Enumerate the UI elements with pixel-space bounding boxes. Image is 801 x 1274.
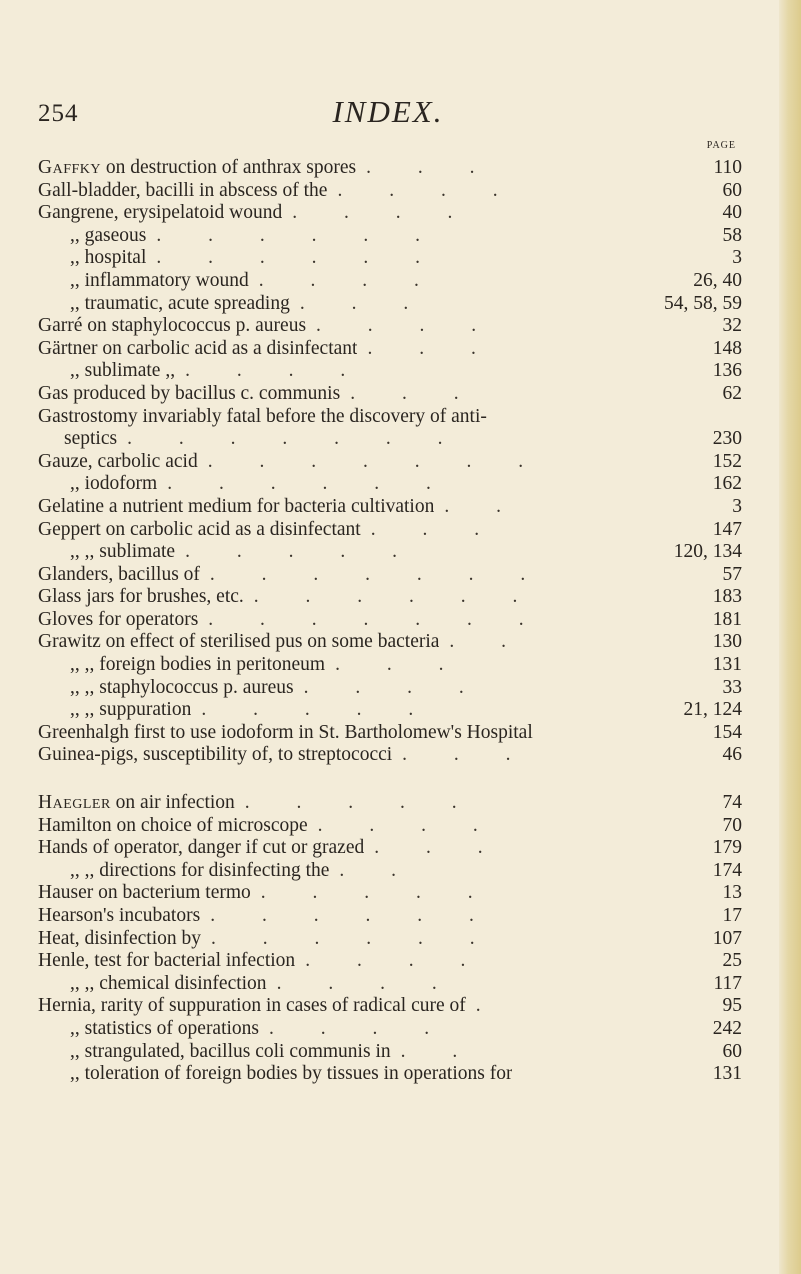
entry-text <box>38 338 357 361</box>
entry-page-ref: 60 <box>722 179 742 201</box>
entry-page-ref: 174 <box>712 859 742 881</box>
entry-text <box>38 860 329 883</box>
entry-page-ref: 131 <box>712 654 742 676</box>
entry-text <box>38 315 306 338</box>
index-entry <box>38 860 742 883</box>
entry-description: Gall-bladder, bacilli in abscess of the <box>38 179 328 201</box>
index-entry <box>38 950 742 973</box>
entry-page-ref: 57 <box>722 563 742 585</box>
entry-leader-dots: . . . . . . . <box>208 608 545 630</box>
entry-leader-dots: . . . . . . . <box>207 450 545 472</box>
index-entry <box>38 928 742 951</box>
entry-page-ref: 25 <box>722 950 742 972</box>
entry-description: Gas produced by bacillus c. communis <box>38 382 341 404</box>
entry-leader-dots: . . . <box>335 654 465 676</box>
entry-leader-dots: . . . . <box>269 1017 451 1039</box>
entry-description: ,, gaseous <box>70 224 147 246</box>
index-entry <box>38 360 742 383</box>
index-entry <box>38 586 742 609</box>
entry-page-ref: 17 <box>722 905 742 926</box>
entry-description: Guinea-pigs, susceptibility of, to streptococci <box>38 744 393 766</box>
entry-page-ref: 26, 40 <box>693 269 742 291</box>
entry-page-ref: 74 <box>722 792 742 814</box>
entry-page-ref: 120, 134 <box>673 541 742 563</box>
entry-page-ref: 70 <box>722 814 742 836</box>
entry-leader-dots: . . . . . . <box>210 905 495 926</box>
entry-leader-dots: . . <box>444 495 522 517</box>
entry-leader-dots: . . . <box>367 337 497 359</box>
index-entry <box>38 315 742 338</box>
index-entries <box>38 157 742 1086</box>
index-entry <box>38 792 742 815</box>
entry-leader-dots: . . . <box>402 744 532 766</box>
entry-description: Hands of operator, danger if cut or grazed <box>38 837 365 859</box>
entry-description: Hearson's incubators <box>38 905 201 926</box>
index-entry <box>38 247 742 270</box>
index-entry <box>38 1041 742 1064</box>
entry-page-ref: 147 <box>712 518 742 540</box>
entry-description: ,, inflammatory wound <box>70 269 249 291</box>
index-entry <box>38 406 742 429</box>
entry-text <box>38 950 295 973</box>
entry-text <box>38 995 466 1018</box>
entry-page-ref: 154 <box>712 721 742 743</box>
entry-leader-dots: . . . . <box>276 972 458 994</box>
page-column-label: PAGE <box>706 140 736 151</box>
entry-leader-dots: . . <box>339 859 418 881</box>
entry-leader-dots: . . . . <box>317 814 499 836</box>
entry-text <box>38 792 235 815</box>
entry-text <box>38 815 308 838</box>
entry-headword: Haegler <box>38 792 111 814</box>
page-edge <box>779 0 801 1274</box>
entry-text <box>38 586 244 609</box>
index-list <box>38 140 742 1086</box>
index-entry <box>38 995 742 1018</box>
entry-page-ref: 162 <box>712 473 742 495</box>
entry-leader-dots: . . . . . <box>201 699 435 721</box>
index-entry <box>38 157 742 180</box>
index-entry <box>38 815 742 838</box>
entry-description: Gauze, carbolic acid <box>38 450 198 472</box>
entry-page-ref: 131 <box>712 1063 742 1085</box>
entry-text <box>38 677 294 700</box>
entry-text <box>38 882 251 905</box>
entry-leader-dots: . . . . <box>258 269 440 291</box>
index-entry <box>38 1018 742 1041</box>
index-entry <box>38 180 742 203</box>
index-entry <box>38 428 742 451</box>
index-entry <box>38 905 742 928</box>
entry-page-ref: 21, 124 <box>683 699 742 721</box>
entry-description: ,, strangulated, bacillus coli communis in <box>70 1040 391 1062</box>
entry-text <box>38 360 175 383</box>
entry-text <box>38 496 434 519</box>
entry-page-ref: 181 <box>712 608 742 630</box>
entry-description: on air infection <box>110 792 235 814</box>
entry-leader-dots: . . . . <box>292 202 474 224</box>
section-gap <box>38 767 742 792</box>
index-entry <box>38 383 742 406</box>
entry-text <box>38 541 175 564</box>
entry-text <box>38 519 361 542</box>
entry-description: ,, sublimate ,, <box>70 360 176 382</box>
entry-leader-dots: . <box>475 995 502 1017</box>
entry-page-ref: 13 <box>722 882 742 904</box>
entry-text <box>38 1041 391 1064</box>
entry-page-ref: 60 <box>722 1040 742 1062</box>
entry-page-ref: 40 <box>722 202 742 224</box>
entry-description: on destruction of anthrax spores <box>101 157 357 178</box>
entry-description: ,, iodoform <box>70 473 158 495</box>
entry-description: ,, ,, chemical disinfection <box>70 972 267 994</box>
entry-page-ref: 183 <box>712 586 742 608</box>
entry-description: ,, ,, suppuration <box>70 699 192 721</box>
entry-leader-dots: . . . . <box>337 179 519 201</box>
entry-leader-dots: . . . <box>366 157 496 178</box>
index-entry <box>38 473 742 496</box>
entry-text <box>38 406 487 429</box>
entry-leader-dots: . . . . . . <box>156 247 441 269</box>
entry-description: ,, ,, staphylococcus p. aureus <box>70 676 294 698</box>
entry-leader-dots: . . . <box>370 518 501 540</box>
entry-leader-dots: . . . . . <box>244 792 478 814</box>
entry-leader-dots: . . . . . . . <box>127 428 464 450</box>
entry-leader-dots: . . . . . . . <box>209 563 547 585</box>
entry-description: ,, hospital <box>70 247 147 269</box>
entry-page-ref: 179 <box>712 837 742 859</box>
entry-leader-dots: . . . . <box>185 360 367 382</box>
entry-page-ref: 62 <box>722 382 742 404</box>
entry-page-ref: 32 <box>722 315 742 337</box>
entry-page-ref: 148 <box>712 337 742 359</box>
entry-page-ref: 230 <box>712 428 742 450</box>
entry-leader-dots: . . . . . <box>185 541 418 563</box>
entry-description: Gloves for operators <box>38 608 199 630</box>
entry-page-ref: 136 <box>712 360 742 382</box>
entry-text <box>38 180 327 203</box>
entry-description: Gelatine a nutrient medium for bacteria cultivation <box>38 495 435 517</box>
entry-description: Hamilton on choice of microscope <box>38 814 308 836</box>
entry-description: Geppert on carbolic acid as a disinfectant <box>38 518 361 540</box>
index-entry <box>38 202 742 225</box>
entry-text <box>38 905 200 928</box>
entry-description: Henle, test for bacterial infection <box>38 950 296 972</box>
entry-description: Glanders, bacillus of <box>38 563 200 585</box>
index-entry <box>38 654 742 677</box>
entry-page-ref: 110 <box>713 157 742 178</box>
entry-description: ,, toleration of foreign bodies by tissues in operations for <box>70 1063 513 1085</box>
entry-text <box>38 928 201 951</box>
index-entry <box>38 1063 742 1086</box>
index-entry <box>38 677 742 700</box>
page-number: 254 <box>38 100 79 127</box>
entry-description: ,, statistics of operations <box>70 1017 260 1039</box>
entry-leader-dots: . . . . . <box>260 882 494 904</box>
entry-leader-dots: . . . . . . <box>253 586 539 608</box>
entry-text <box>38 699 191 722</box>
index-entry <box>38 837 742 860</box>
entry-leader-dots: . . . <box>299 292 430 314</box>
entry-leader-dots: . . . . <box>303 676 485 698</box>
entry-text <box>38 428 117 451</box>
entry-description: Garré on staphylococcus p. aureus <box>38 315 307 337</box>
entry-page-ref: 33 <box>722 676 742 698</box>
entry-page-ref: 130 <box>712 631 742 653</box>
entry-page-ref: 58 <box>722 224 742 246</box>
entry-text <box>38 1018 259 1041</box>
index-entry <box>38 882 742 905</box>
entry-page-ref: 152 <box>712 450 742 472</box>
entry-text <box>38 473 157 496</box>
entry-leader-dots: . . . <box>374 837 504 859</box>
entry-description: Greenhalgh first to use iodoform in St. Bartholomew's Hospital <box>38 721 533 743</box>
entry-leader-dots: . . <box>449 631 528 653</box>
entry-text <box>38 609 198 632</box>
entry-leader-dots: . . . . . . <box>211 927 496 949</box>
entry-text <box>38 225 146 248</box>
entry-description: ,, traumatic, acute spreading <box>70 292 290 314</box>
entry-leader-dots: . . . . . . <box>167 473 452 495</box>
index-entry <box>38 609 742 632</box>
entry-description: Grawitz on effect of sterilised pus on some bacteria <box>38 631 440 653</box>
entry-description: septics <box>64 428 118 450</box>
entry-leader-dots: . . . . . . <box>156 224 441 246</box>
entry-text <box>38 451 198 474</box>
entry-page-ref: 117 <box>713 972 742 994</box>
entry-text <box>38 247 146 270</box>
entry-text <box>38 1063 512 1086</box>
entry-text <box>38 157 356 180</box>
entry-page-ref: 46 <box>722 744 742 766</box>
entry-page-ref: 3 <box>732 495 742 517</box>
entry-description: Heat, disinfection by <box>38 927 201 949</box>
index-entry <box>38 722 742 745</box>
index-entry <box>38 699 742 722</box>
index-entry <box>38 338 742 361</box>
entry-description: Hernia, rarity of suppuration in cases of radical cure of <box>38 995 466 1017</box>
entry-page-ref: 3 <box>732 247 742 269</box>
index-entry <box>38 496 742 519</box>
entry-description: ,, ,, directions for disinfecting the <box>70 859 330 881</box>
running-head: INDEX. <box>332 94 444 129</box>
index-entry <box>38 451 742 474</box>
index-entry <box>38 973 742 996</box>
entry-description: Glass jars for brushes, etc. <box>38 586 244 608</box>
entry-text <box>38 973 267 996</box>
entry-description: Gärtner on carbolic acid as a disinfectant <box>38 337 358 359</box>
entry-text <box>38 654 325 677</box>
entry-description: Gangrene, erysipelatoid wound <box>38 202 283 224</box>
entry-text <box>38 564 200 587</box>
entry-description: Hauser on bacterium termo <box>38 882 251 904</box>
entry-page-ref: 242 <box>712 1017 742 1039</box>
entry-leader-dots: . . . <box>350 382 480 404</box>
entry-text <box>38 837 364 860</box>
entry-leader-dots: . . . . <box>316 315 498 337</box>
index-entry <box>38 270 742 293</box>
entry-text <box>38 722 533 745</box>
entry-text <box>38 631 439 654</box>
entry-text <box>38 744 392 767</box>
index-entry <box>38 564 742 587</box>
entry-page-ref: 54, 58, 59 <box>664 292 742 314</box>
entry-text <box>38 383 340 406</box>
entry-page-ref: 95 <box>722 995 742 1017</box>
entry-text <box>38 202 282 225</box>
entry-text <box>38 293 290 316</box>
index-entry <box>38 631 742 654</box>
entry-headword: Gaffky <box>38 157 101 178</box>
entry-text <box>38 270 249 293</box>
entry-leader-dots: . . <box>400 1040 479 1062</box>
index-entry <box>38 225 742 248</box>
entry-page-ref: 107 <box>712 927 742 949</box>
index-entry <box>38 541 742 564</box>
index-entry <box>38 293 742 316</box>
index-entry <box>38 519 742 542</box>
entry-leader-dots: . . . . <box>305 950 487 972</box>
entry-description: Gastrostomy invariably fatal before the discovery of anti- <box>38 405 487 427</box>
index-entry <box>38 744 742 767</box>
entry-description: ,, ,, foreign bodies in peritoneum <box>70 654 326 676</box>
page-header <box>38 92 738 132</box>
entry-description: ,, ,, sublimate <box>70 541 176 563</box>
